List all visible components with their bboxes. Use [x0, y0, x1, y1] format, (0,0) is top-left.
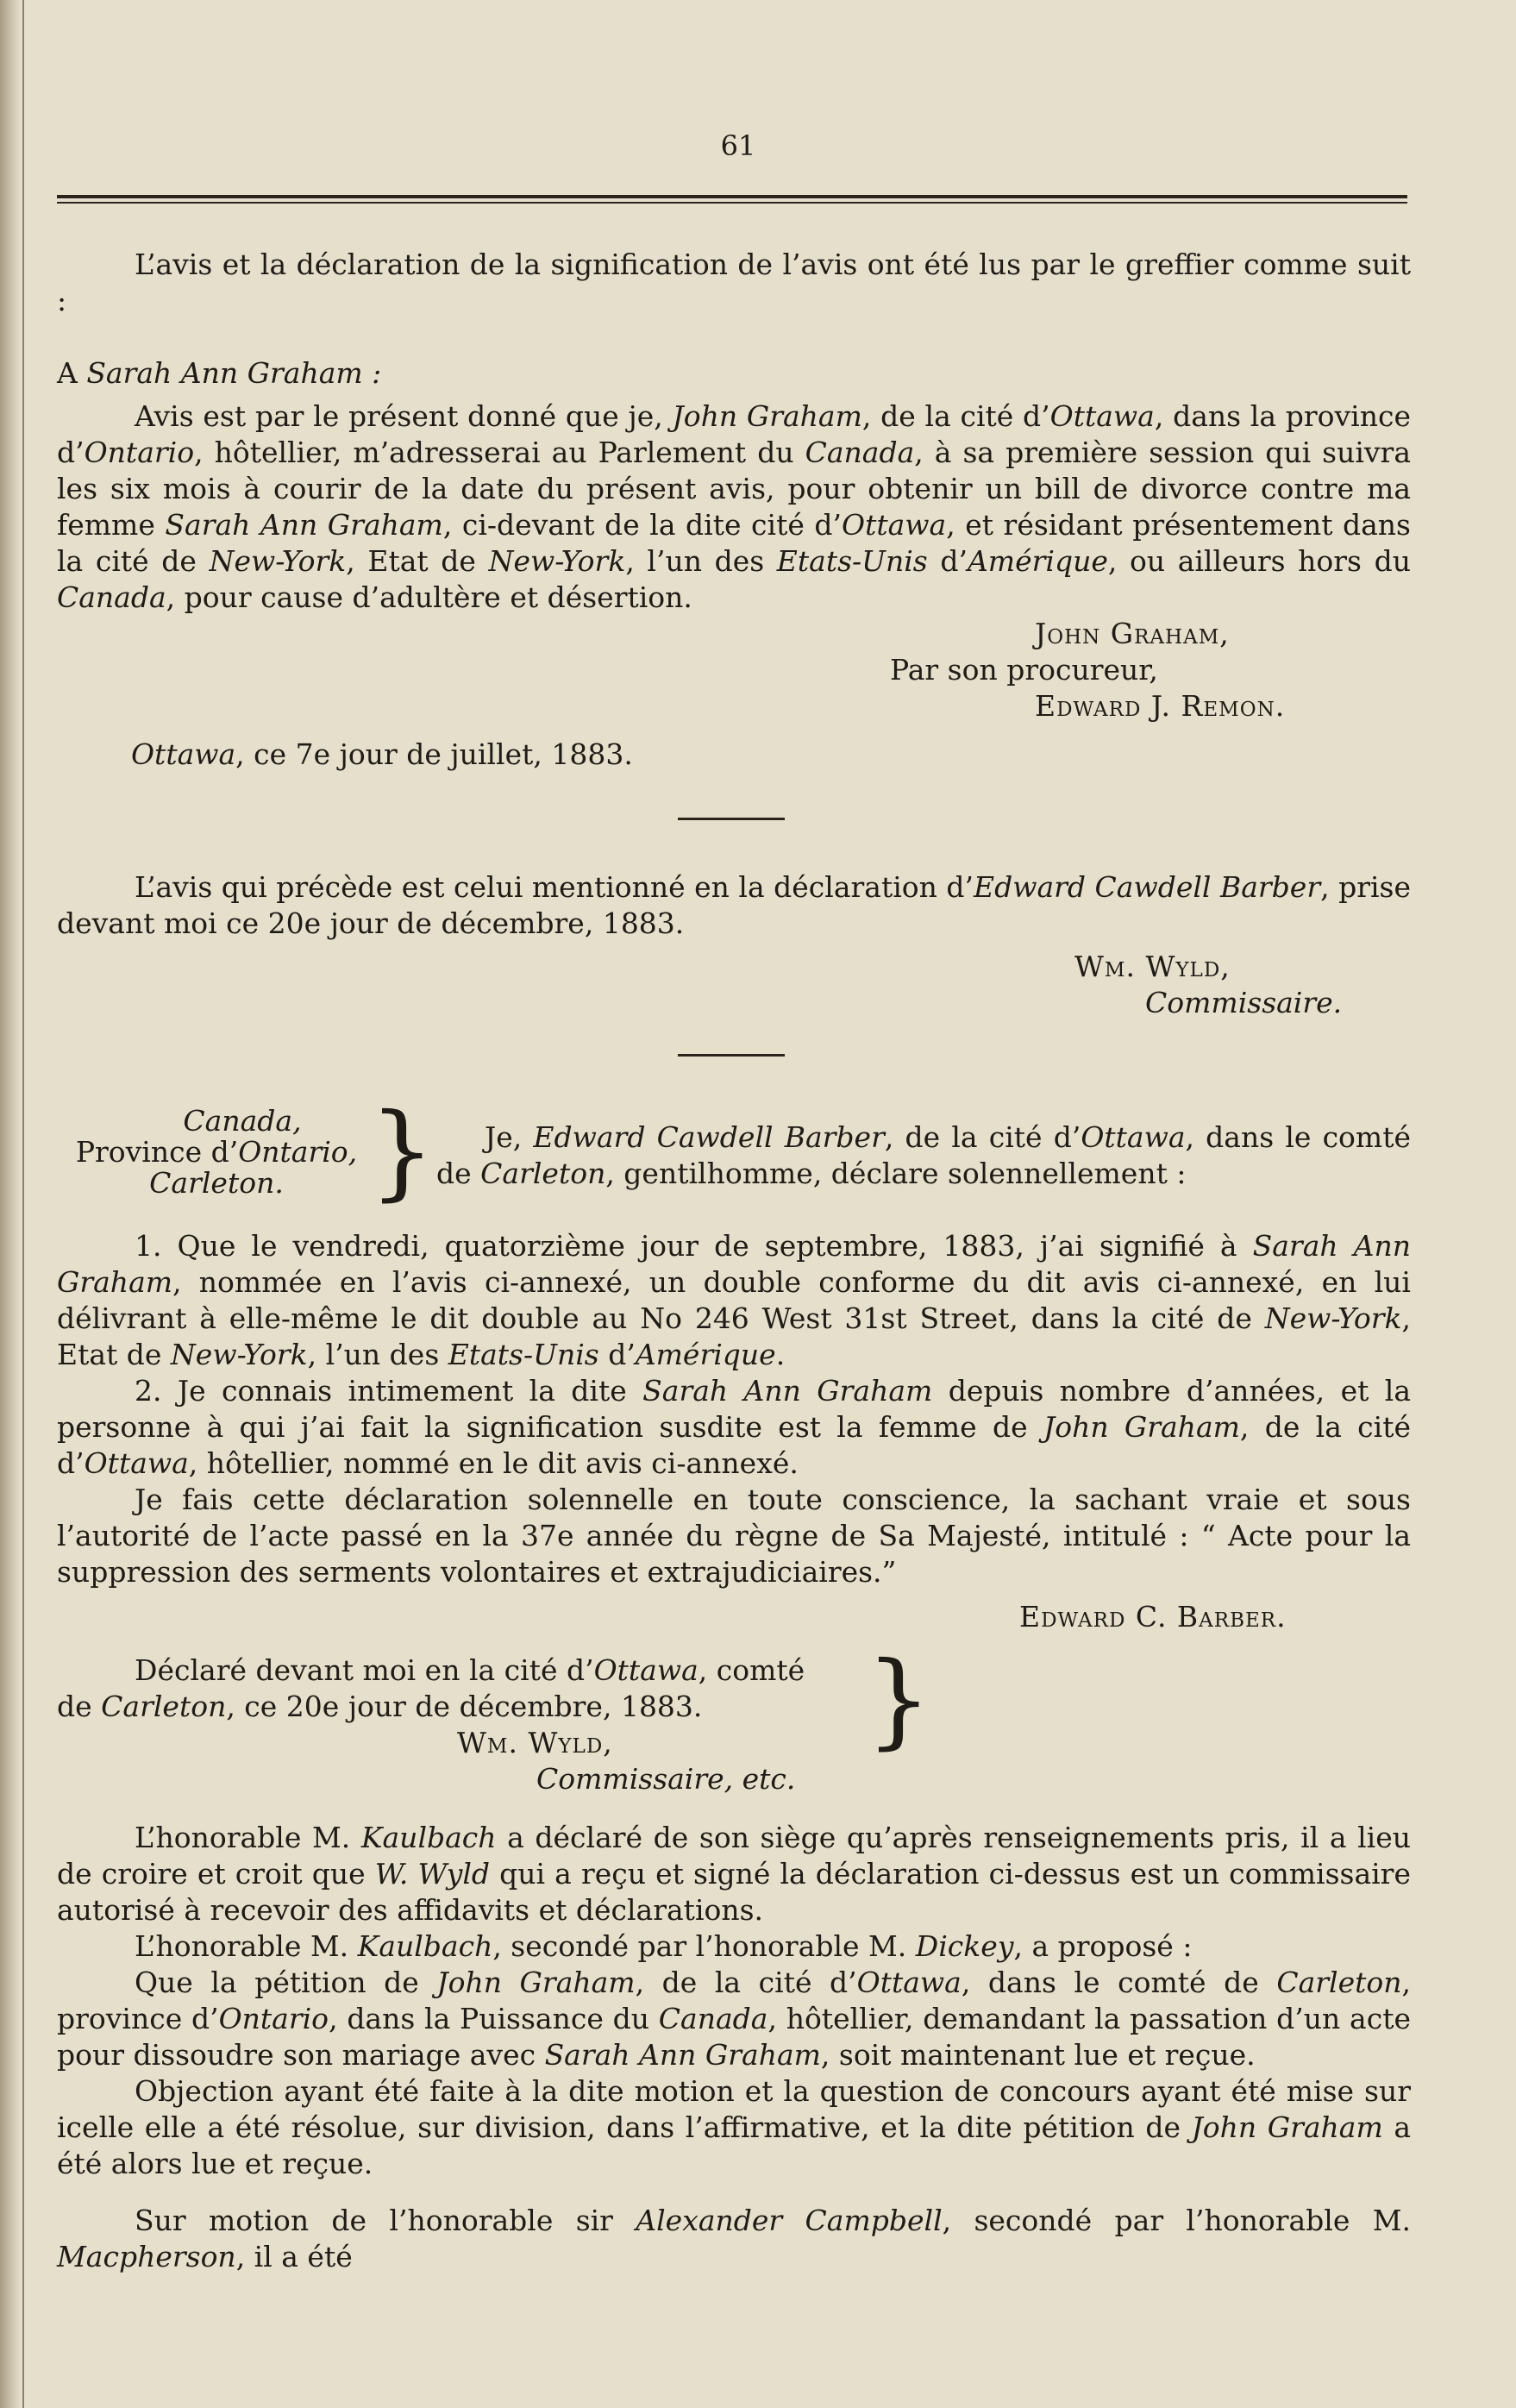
italic-run: Dickey	[915, 1929, 1014, 1963]
text-run: , Etat de	[57, 1301, 1411, 1371]
italic-run: Ottawa	[856, 1966, 962, 1999]
declaration-opening-block	[436, 1119, 1411, 1192]
header-rule-thin	[57, 202, 1407, 204]
declaration-signer: Edward C. Barber.	[1019, 1600, 1287, 1634]
venue-province-prefix: Province d’	[75, 1135, 239, 1169]
text-run: , prise devant moi ce 20e jour de décembre, 1883.	[57, 870, 1411, 940]
text-run: L’honorable M.	[135, 1929, 358, 1963]
italic-run: Etats-Unis	[448, 1338, 599, 1371]
declaration-paragraphs	[57, 1228, 1411, 1635]
jurat-line-1-prefix: Déclaré devant moi en la cité d’	[135, 1653, 594, 1687]
jurat-signer: Wm. Wyld,	[457, 1726, 613, 1759]
text-run: , ou ailleurs hors du	[1107, 544, 1411, 578]
text-run: d’	[927, 544, 968, 578]
text-run: , de la cité d’	[884, 1120, 1081, 1154]
text-run: , et résidant présentement dans la cité de	[57, 508, 1411, 578]
italic-run: Edward Cawdell Barber	[974, 870, 1321, 904]
text-run: , l’un des	[307, 1338, 448, 1371]
venue-country: Canada,	[183, 1104, 302, 1138]
jurat-line-1-city: Ottawa	[593, 1653, 698, 1687]
italic-run: Sarah Ann Graham	[57, 1229, 1412, 1299]
jurat-brace-icon: }	[866, 1640, 932, 1760]
text-run: , gentilhomme, déclare solennellement :	[605, 1157, 1187, 1190]
proceedings-paragraph-3	[57, 1965, 1411, 2073]
text-run: Sur motion de l’honorable sir	[135, 2204, 636, 2237]
declaration-opening	[436, 1119, 1411, 1192]
venue-brace-icon: }	[369, 1092, 435, 1212]
text-run: d’	[598, 1338, 636, 1371]
declaration-paragraph-3	[57, 1482, 1411, 1590]
text-run: , il a été	[235, 2240, 353, 2273]
italic-run: Kaulbach	[360, 1821, 497, 1854]
attestation-signer: Wm. Wyld,	[1074, 950, 1231, 983]
proceedings-paragraph-1	[57, 1820, 1411, 1928]
italic-run: Sarah Ann Graham	[642, 1374, 933, 1408]
text-run: , secondé par l’honorable M.	[942, 2204, 1411, 2237]
jurat-title: Commissaire, etc.	[536, 1762, 796, 1796]
proceedings-block	[57, 1820, 1411, 2275]
text-run: a été alors lue et reçue.	[57, 2110, 1411, 2180]
addressee-prefix: A	[57, 356, 87, 390]
notice-proxy-name: Edward J. Remon.	[1035, 689, 1286, 723]
text-run: , dans le comté de	[961, 1966, 1277, 1999]
notice-signer: John Graham,	[1035, 617, 1230, 650]
italic-run: Sarah Ann Graham	[165, 508, 443, 542]
text-run: .	[775, 1338, 786, 1371]
italic-run: Amérique	[967, 544, 1108, 578]
attestation-title: Commissaire.	[1145, 986, 1343, 1019]
text-run: , dans la Puissance du	[329, 2002, 659, 2035]
jurat-line-1	[57, 1652, 885, 1689]
notice-date-rest: , ce 7e jour de juillet, 1883.	[235, 737, 633, 771]
italic-run: Amérique	[635, 1338, 776, 1371]
venue-province: Ontario,	[238, 1135, 358, 1169]
text-run: , dans la province d’	[57, 399, 1411, 469]
text-run: Objection ayant été faite à la dite motion et la question de concours ayant été mise sur icelle elle a été résolue, sur division, dans l’affirmative, et la dite pétition de	[57, 2074, 1411, 2144]
declaration-paragraph-1	[57, 1228, 1411, 1373]
text-run: Je fais cette déclaration solennelle en toute conscience, la sachant vraie et sous l’autorité de l’acte passé en la 37e année du règne de Sa Majesté, intitulé : “ Acte pour la suppression des serments volontaires et extrajudiciaires.”	[57, 1483, 1411, 1589]
italic-run: Canada	[57, 580, 166, 614]
jurat-line-1-suffix: , comté	[698, 1653, 805, 1687]
intro-paragraph: L’avis et la déclaration de la signification de l’avis ont été lus par le greffier comme suit :	[57, 248, 1411, 317]
text-run: , dans le comté de	[436, 1120, 1412, 1190]
jurat-line-2	[57, 1689, 885, 1725]
italic-run: Ontario	[218, 2002, 329, 2035]
jurat-line-2-suffix: , ce 20e jour de décembre, 1883.	[226, 1690, 703, 1723]
text-run: , hôtellier, nommé en le dit avis ci-annexé.	[188, 1446, 799, 1480]
italic-run: John Graham	[1043, 1410, 1240, 1444]
text-run: , hôtellier, m’adresserai au Parlement du	[194, 436, 805, 469]
text-run: , de la cité d’	[861, 399, 1050, 433]
addressee-name: Sarah Ann Graham :	[86, 356, 382, 390]
notice-date-place: Ottawa	[131, 737, 236, 771]
italic-run: New-York	[1264, 1301, 1402, 1335]
italic-run: New-York	[209, 544, 347, 578]
italic-run: Ottawa	[1081, 1120, 1186, 1154]
page-number: 61	[720, 129, 756, 162]
text-run: , hôtellier, demandant la passation d’un acte pour dissoudre son mariage avec	[57, 2002, 1411, 2072]
proceedings-paragraph-2	[57, 1928, 1411, 1965]
italic-run: John Graham	[436, 1966, 636, 1999]
notice-addressee	[57, 355, 1411, 392]
page-binding	[0, 0, 21, 2408]
italic-run: Alexander Campbell	[636, 2204, 943, 2237]
jurat-block	[57, 1652, 885, 1797]
notice-block	[57, 355, 1411, 773]
declaration-paragraph-2	[57, 1373, 1411, 1482]
text-run: , province d’	[57, 1966, 1411, 2035]
italic-run: Canada	[658, 2002, 768, 2035]
italic-run: Ottawa	[842, 508, 947, 542]
venue-county: Carleton.	[149, 1166, 284, 1200]
italic-run: Carleton	[480, 1157, 606, 1190]
text-run: depuis nombre d’années, et la personne à qui j’ai fait la signification susdite est la femme de	[57, 1374, 1411, 1444]
text-run: , de la cité d’	[635, 1966, 857, 1999]
notice-date	[57, 737, 1411, 773]
declaration-venue	[57, 1106, 376, 1199]
italic-run: Etats-Unis	[776, 544, 928, 578]
attestation-block	[57, 869, 1411, 1021]
italic-run: Ontario	[84, 436, 195, 469]
italic-run: New-York	[170, 1338, 308, 1371]
text-run: , Etat de	[346, 544, 489, 578]
text-run: 1. Que le vendredi, quatorzième jour de septembre, 1883, j’ai signifié à	[135, 1229, 1253, 1263]
italic-run: John Graham	[672, 399, 862, 433]
italic-run: W. Wyld	[374, 1857, 491, 1891]
text-run: Je,	[485, 1120, 534, 1154]
text-run: , soit maintenant lue et reçue.	[820, 2038, 1256, 2072]
text-run: Avis est par le présent donné que je,	[135, 399, 673, 433]
text-run: , de la cité d’	[57, 1410, 1412, 1480]
text-run: L’avis qui précède est celui mentionné en la déclaration d’	[135, 870, 974, 904]
italic-run: Edward Cawdell Barber	[533, 1120, 885, 1154]
text-run: , à sa première session qui suivra les six mois à courir de la date du présent avis, pour obtenir un bill de divorce contre ma femme	[57, 436, 1411, 542]
italic-run: Canada	[805, 436, 915, 469]
italic-run: Ottawa	[84, 1446, 189, 1480]
italic-run: Sarah Ann Graham	[544, 2038, 821, 2072]
text-run: 2. Je connais intimement la dite	[135, 1374, 643, 1408]
binding-edge	[22, 0, 24, 2408]
text-run: L’honorable M.	[135, 1821, 361, 1854]
text-run: , pour cause d’adultère et désertion.	[166, 580, 692, 614]
notice-body	[57, 398, 1411, 616]
text-run: Que la pétition de	[135, 1966, 437, 1999]
jurat-line-2-county: Carleton	[101, 1690, 227, 1723]
text-run: , a proposé :	[1013, 1929, 1193, 1963]
text-run: qui a reçu et signé la déclaration ci-dessus est un commissaire autorisé à recevoir des affidavits et déclarations.	[57, 1857, 1411, 1927]
closing-paragraph	[57, 2203, 1411, 2275]
jurat-line-2-prefix: de	[57, 1690, 102, 1723]
intro-block	[57, 247, 1411, 319]
header-rule	[57, 195, 1407, 198]
italic-run: Carleton	[1276, 1966, 1402, 1999]
text-run: , ci-devant de la dite cité d’	[442, 508, 843, 542]
attestation-body	[57, 869, 1411, 942]
italic-run: Ottawa	[1049, 399, 1155, 433]
text-run: a déclaré de son siège qu’après renseignements pris, il a lieu de croire et croit que	[57, 1821, 1411, 1891]
italic-run: Macpherson	[57, 2240, 236, 2273]
notice-by-proxy: Par son procureur,	[890, 653, 1158, 687]
proceedings-paragraph-4	[57, 2073, 1411, 2182]
italic-run: John Graham	[1191, 2110, 1383, 2144]
text-run: , l’un des	[625, 544, 777, 578]
section-separator	[678, 1054, 785, 1057]
text-run: , secondé par l’honorable M.	[492, 1929, 916, 1963]
italic-run: New-York	[488, 544, 626, 578]
text-run: , nommée en l’avis ci-annexé, un double conforme du dit avis ci-annexé, en lui délivrant à elle-même le dit double au No 246 West 31st Street, dans la cité de	[57, 1265, 1411, 1335]
italic-run: Kaulbach	[357, 1929, 493, 1963]
section-separator	[678, 818, 785, 820]
